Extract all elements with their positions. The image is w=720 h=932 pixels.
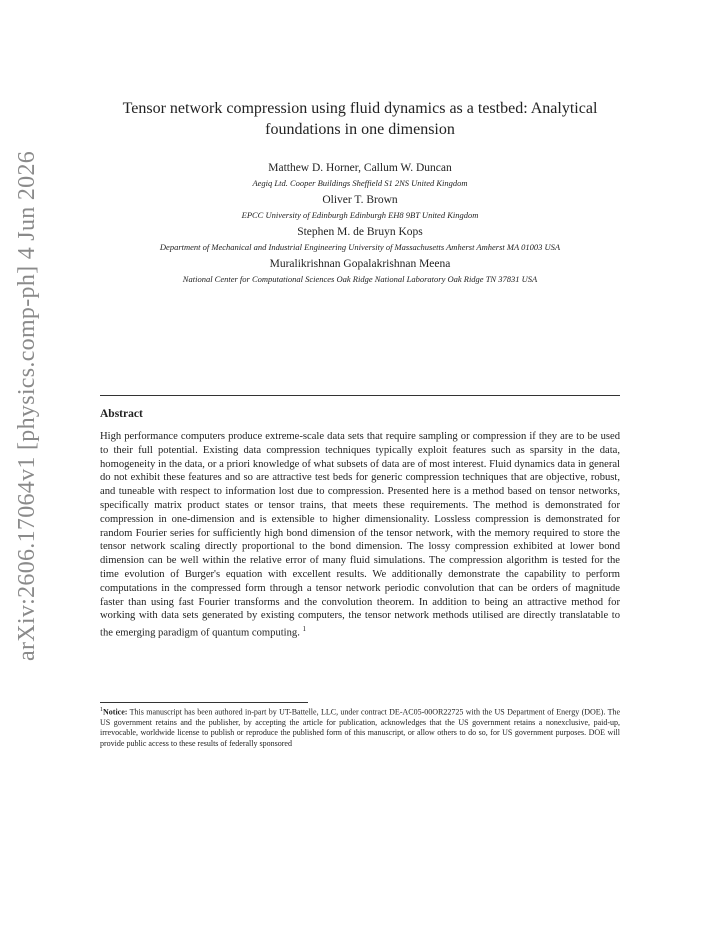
footnote-number: 1 <box>100 707 103 713</box>
abstract-heading: Abstract <box>100 408 143 420</box>
author-block <box>100 158 620 289</box>
footnote-label: Notice: <box>103 707 128 717</box>
section-rule <box>100 395 620 396</box>
author-names: Matthew D. Horner, Callum W. Duncan <box>268 162 452 174</box>
author-names: Muralikrishnan Gopalakrishnan Meena <box>269 258 451 270</box>
author-affiliation: EPCC University of Edinburgh Edinburgh EH8 9BT United Kingdom <box>241 210 479 220</box>
footnote <box>100 705 620 749</box>
paper-title: Tensor network compression using fluid dynamics as a testbed: Analytical foundations in one dimension <box>122 100 598 138</box>
author-affiliation: Aegiq Ltd. Cooper Buildings Sheffield S1 2NS United Kingdom <box>252 178 468 188</box>
author-names: Oliver T. Brown <box>322 194 398 206</box>
footnote-marker[interactable]: 1 <box>302 625 307 634</box>
abstract-text <box>100 430 620 640</box>
author-affiliation: National Center for Computational Sciences Oak Ridge National Laboratory Oak Ridge TN 37831 USA <box>182 274 538 284</box>
arxiv-identifier: arXiv:2606.17064v1 [physics.comp-ph] 4 Jun 2026 <box>14 150 40 661</box>
author-names: Stephen M. de Bruyn Kops <box>297 226 423 238</box>
footnote-rule <box>100 702 308 703</box>
abstract-body-text: High performance computers produce extreme-scale data sets that require sampling or compression if they are to be used to their full potential. Existing data compression techniques typically exploit features such as sparsity in the data, homogeneity in the data, or a priori knowledge of what subsets of data are of most interest. Fluid dynamics data in general do not exhibit these features and so are attractive test beds for generic compression techniques that are objective, robust, and tuneable with respect to information lost due to compression. Presented here is a method based on tensor networks, specifically matrix product states or tensor trains, that meets these requirements. The method is demonstrated for compression in one-dimension and is extensible to higher dimensionality. Lossless compression is demonstrated for random Fourier series for sufficiently high bond dimension of the tensor network, with the memory required to store the tensor network scaling directly proportional to the bond dimension. The lossy compression exhibited at lower bond dimension can be well within the relative error of many fluid simulations. The compression algorithm is tested for the time evolution of Burger's equation with excellent results. We additionally demonstrate the capability to perform computations in the compressed form through a tensor network periodic convolution that can be orders of magnitude faster than using fast Fourier transforms and the convolution theorem. In addition to being an attractive method for working with data sets generated by existing computers, the tensor network methods utilised are directly translatable to the emerging paradigm of quantum computing. <box>100 431 620 639</box>
author-affiliation: Department of Mechanical and Industrial Engineering University of Massachusetts Amherst Amherst MA 01003 USA <box>159 242 561 252</box>
footnote-text: This manuscript has been authored in-part by UT-Battelle, LLC, under contract DE-AC05-00OR22725 with the US Department of Energy (DOE). The US government retains and the publisher, by accepting the article for publication, acknowledges that the US government retains a nonexclusive, paid-up, irrevocable, worldwide license to publish or reproduce the published form of this manuscript, or allow others to do so, for US government purposes. DOE will provide public access to these results of federally sponsored <box>100 707 621 748</box>
